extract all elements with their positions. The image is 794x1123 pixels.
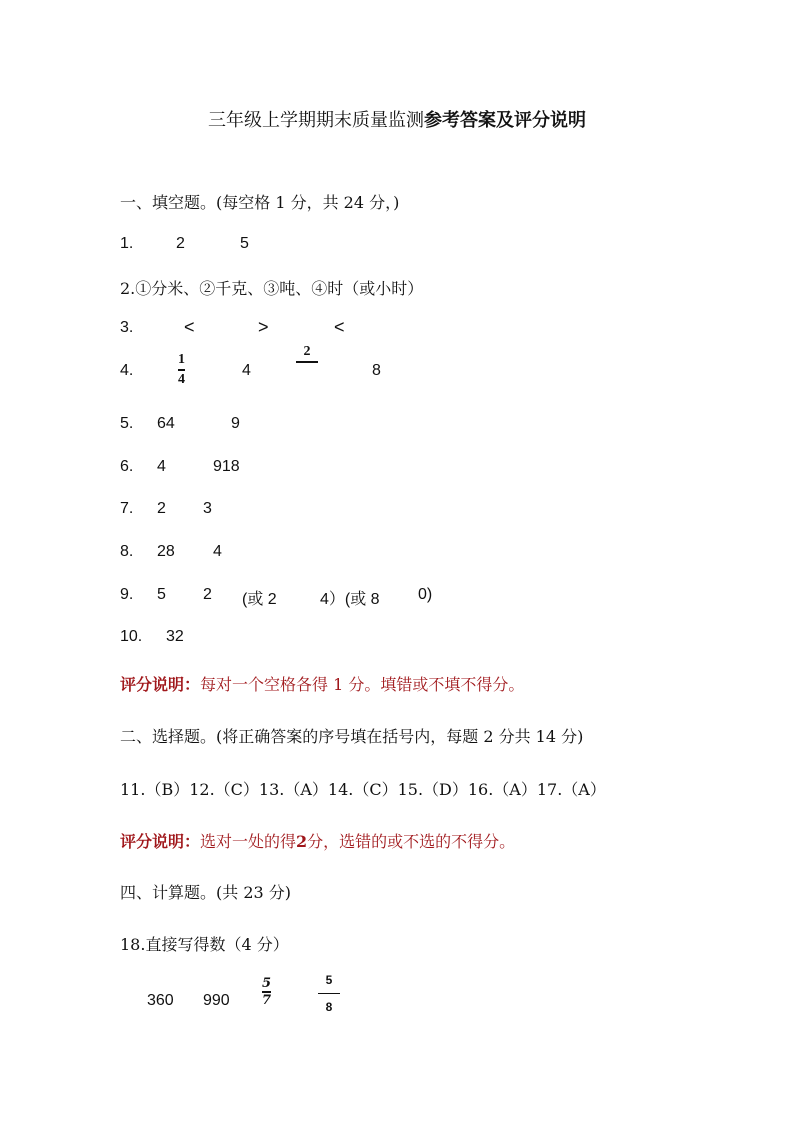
q18-fraction-2-numerator: 5: [325, 973, 333, 987]
q6-number: 6.: [120, 458, 134, 475]
q4-fraction-2: [296, 344, 318, 364]
q18-fraction-2-denominator: 8: [325, 1000, 333, 1014]
q1-answer-a: 2: [176, 235, 185, 252]
title-bold: 参考答案及评分说明: [424, 110, 586, 131]
scoring-note-1: [120, 672, 524, 695]
scoring-note-2-number: 2: [296, 832, 308, 851]
q9-alt-2: 4）(或 8: [320, 591, 380, 608]
q8-number: 8.: [120, 543, 134, 560]
q1-answer-b: 5: [240, 235, 249, 252]
scoring-note-1-label: 评分说明：: [120, 675, 201, 694]
q7-answer-a: 2: [157, 500, 166, 517]
scoring-note-2: [120, 829, 515, 852]
q5-answer-a: 64: [157, 415, 175, 432]
section-1-heading: 一、填空题。(每空格 1 分，共 24 分，): [120, 193, 400, 212]
q4-fraction-1: [178, 352, 185, 388]
scoring-note-1-text: 每对一个空格各得 1 分。填错或不填不得分。: [200, 675, 525, 694]
title-normal: 三年级上学期期末质量监测: [208, 110, 424, 131]
q1-number: 1.: [120, 235, 134, 252]
q9-alt-3: 0): [418, 586, 433, 603]
q9-answer-a: 5: [157, 586, 166, 603]
q4-fraction-1-numerator: 1: [178, 352, 185, 367]
q7-number: 7.: [120, 500, 134, 517]
scoring-note-2-text-post: 分，选错的或不选的不得分。: [307, 832, 516, 851]
q4-answer-b: 4: [242, 362, 251, 379]
q3-answer-c: <: [334, 317, 345, 337]
q3-answer-b: >: [258, 317, 269, 337]
q7-answer-b: 3: [203, 500, 212, 517]
q6-answer-a: 4: [157, 458, 166, 475]
page-title: [0, 106, 794, 132]
q18-answer-a: 360: [147, 992, 174, 1009]
q8-answer-a: 28: [157, 543, 175, 560]
scoring-note-2-text-pre: 选对一处的得: [200, 832, 297, 851]
q5-number: 5.: [120, 415, 134, 432]
q10-answer-a: 32: [166, 628, 184, 645]
q18-fraction-1: [262, 977, 271, 1007]
fraction-bar: [178, 369, 185, 371]
q4-number: 4.: [120, 362, 134, 379]
q4-fraction-1-denominator: 4: [178, 372, 185, 387]
q2-answer: 2.①分米、②千克、③吨、④时（或小时）: [120, 279, 424, 298]
scoring-note-2-label: 评分说明：: [120, 832, 201, 851]
q18-fraction-1-numerator: 5: [262, 976, 272, 991]
q6-answer-b: 918: [213, 458, 240, 475]
q3-answer-a: <: [184, 317, 195, 337]
q3-number: 3.: [120, 319, 134, 336]
q5-answer-b: 9: [231, 415, 240, 432]
q4-answer-d: 8: [372, 362, 381, 379]
q9-alt-1: (或 2: [242, 591, 277, 608]
q9-number: 9.: [120, 586, 134, 603]
fraction-bar: [318, 993, 340, 994]
q18-answer-b: 990: [203, 992, 230, 1009]
section-4-heading: 四、计算题。(共 23 分): [120, 883, 292, 902]
choice-answers: 11.（B）12.（C）13.（A）14.（C）15.（D）16.（A）17.（A）: [120, 780, 606, 799]
q8-answer-b: 4: [213, 543, 222, 560]
q18-fraction-2: [318, 972, 340, 1015]
q9-answer-b: 2: [203, 586, 212, 603]
section-2-heading: 二、选择题。(将正确答案的序号填在括号内，每题 2 分共 14 分): [120, 727, 584, 746]
fraction-bar: [296, 361, 318, 363]
q18-fraction-1-denominator: 7: [262, 993, 272, 1008]
q18-heading: 18.直接写得数（4 分）: [120, 935, 289, 954]
q4-fraction-2-numerator: 2: [303, 344, 311, 359]
q10-number: 10.: [120, 628, 143, 645]
